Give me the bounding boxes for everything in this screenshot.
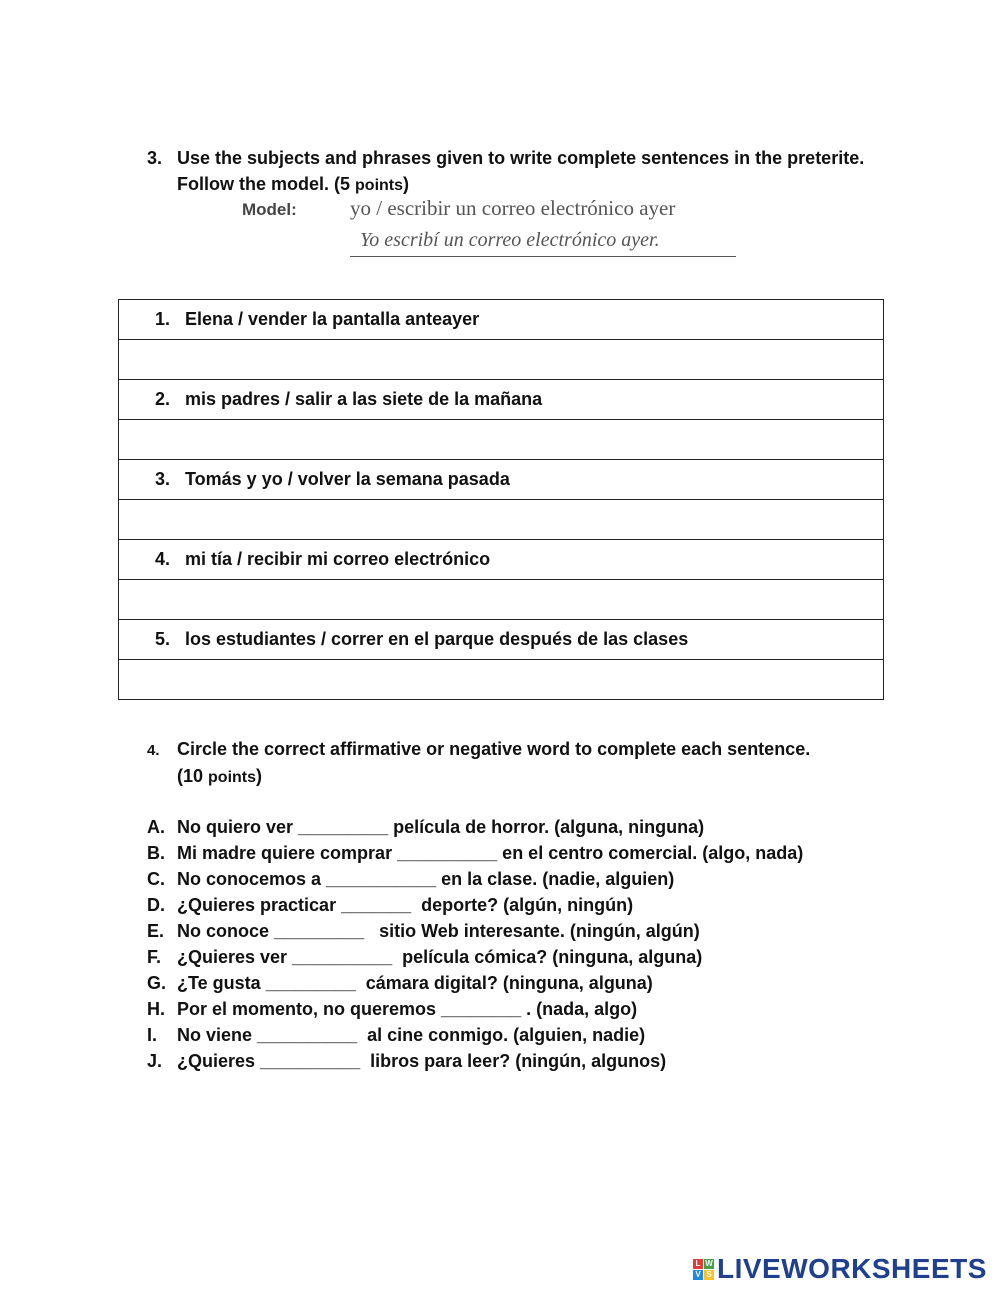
question-4-open: (10 [177,766,204,786]
question-3 [147,145,877,199]
question-4-instruction [177,736,887,791]
exercise-prompt: mi tía / recibir mi correo electrónico [185,549,491,569]
sentence-text: ¿Quieres ver __________ película cómica? (ninguna, alguna) [177,947,703,967]
question-3-close: ) [403,174,410,194]
sentence-h[interactable] [147,996,907,1022]
question-4-close: ) [256,766,263,786]
logo-mark-cell: V [693,1270,703,1280]
model-prompt: yo / escribir un correo electrónico ayer [350,196,676,220]
question-3-number: 3. [147,148,163,168]
exercise-answer-row[interactable] [119,500,884,540]
sentence-list [147,814,907,1074]
exercise-prompt-cell [119,540,884,580]
sentence-i[interactable] [147,1022,907,1048]
sentence-text: ¿Te gusta _________ cámara digital? (ninguna, alguna) [177,973,653,993]
answer-cell-2[interactable] [119,420,884,460]
exercise-number: 2. [155,389,171,409]
exercise-table [118,299,884,700]
sentence-c[interactable] [147,866,907,892]
exercise-prompt-row [119,460,884,500]
sentence-letter: F. [147,947,162,967]
sentence-text: ¿Quieres __________ libros para leer? (ningún, algunos) [177,1051,667,1071]
sentence-letter: C. [147,869,165,889]
sentence-d[interactable] [147,892,907,918]
sentence-a[interactable] [147,814,907,840]
exercise-prompt-cell [119,300,884,340]
sentence-text: No quiero ver _________ película de horror. (alguna, ninguna) [177,817,705,837]
sentence-text: ¿Quieres practicar _______ deporte? (algún, ningún) [177,895,634,915]
exercise-number: 1. [155,309,171,329]
exercise-prompt-cell [119,620,884,660]
question-4 [147,736,887,791]
question-3-instruction-text: Use the subjects and phrases given to write complete sentences in the preterite. Follow the model. (5 [177,148,865,194]
logo-mark-cell: W [705,1258,713,1268]
sentence-text: No viene __________ al cine conmigo. (alguien, nadie) [177,1025,646,1045]
exercise-prompt: los estudiantes / correr en el parque después de las clases [185,629,689,649]
sentence-j[interactable] [147,1048,907,1074]
sentence-letter: B. [147,843,165,863]
liveworksheets-logo [693,1254,987,1284]
exercise-number: 3. [155,469,171,489]
exercise-prompt: Elena / vender la pantalla anteayer [185,309,480,329]
exercise-prompt-row [119,300,884,340]
question-4-number: 4. [147,742,160,759]
exercise-answer-row[interactable] [119,580,884,620]
sentence-f[interactable] [147,944,907,970]
sentence-letter: I. [147,1025,158,1045]
sentence-letter: D. [147,895,165,915]
sentence-letter: J. [147,1051,163,1071]
exercise-prompt: mis padres / salir a las siete de la mañana [185,389,543,409]
answer-cell-3[interactable] [119,500,884,540]
sentence-letter: E. [147,921,165,941]
exercise-answer-row[interactable] [119,660,884,700]
sentence-text: Mi madre quiere comprar __________ en el centro comercial. (algo, nada) [177,843,804,863]
exercise-prompt-cell [119,460,884,500]
exercise-prompt: Tomás y yo / volver la semana pasada [185,469,510,489]
sentence-g[interactable] [147,970,907,996]
sentence-e[interactable] [147,918,907,944]
logo-mark-cell: S [704,1270,714,1280]
logo-mark-cell: L [693,1259,703,1269]
sentence-letter: G. [147,973,167,993]
sentence-text: No conoce _________ sitio Web interesante. (ningún, algún) [177,921,700,941]
sentence-letter: H. [147,999,165,1019]
exercise-number: 4. [155,549,171,569]
exercise-answer-row[interactable] [119,340,884,380]
answer-cell-4[interactable] [119,580,884,620]
exercise-prompt-row [119,620,884,660]
sentence-text: No conocemos a ___________ en la clase. (nadie, alguien) [177,869,675,889]
question-4-points-word: points [208,769,257,786]
exercise-prompt-row [119,540,884,580]
answer-cell-1[interactable] [119,340,884,380]
exercise-number: 5. [155,629,171,649]
question-4-instruction-line1: Circle the correct affirmative or negative word to complete each sentence. [177,739,811,759]
logo-mark-icon [693,1259,714,1280]
answer-cell-5[interactable] [119,660,884,700]
model-label: Model: [242,200,297,219]
question-3-instruction [177,145,877,199]
sentence-b[interactable] [147,840,907,866]
sentence-text: Por el momento, no queremos ________ . (nada, algo) [177,999,638,1019]
question-3-points-word: points [355,177,404,194]
exercise-prompt-row [119,380,884,420]
model-answer: Yo escribí un correo electrónico ayer. [350,229,736,257]
exercise-table-body [119,300,884,700]
logo-text: LIVEWORKSHEETS [717,1253,987,1284]
exercise-prompt-cell [119,380,884,420]
sentence-letter: A. [147,817,165,837]
exercise-answer-row[interactable] [119,420,884,460]
